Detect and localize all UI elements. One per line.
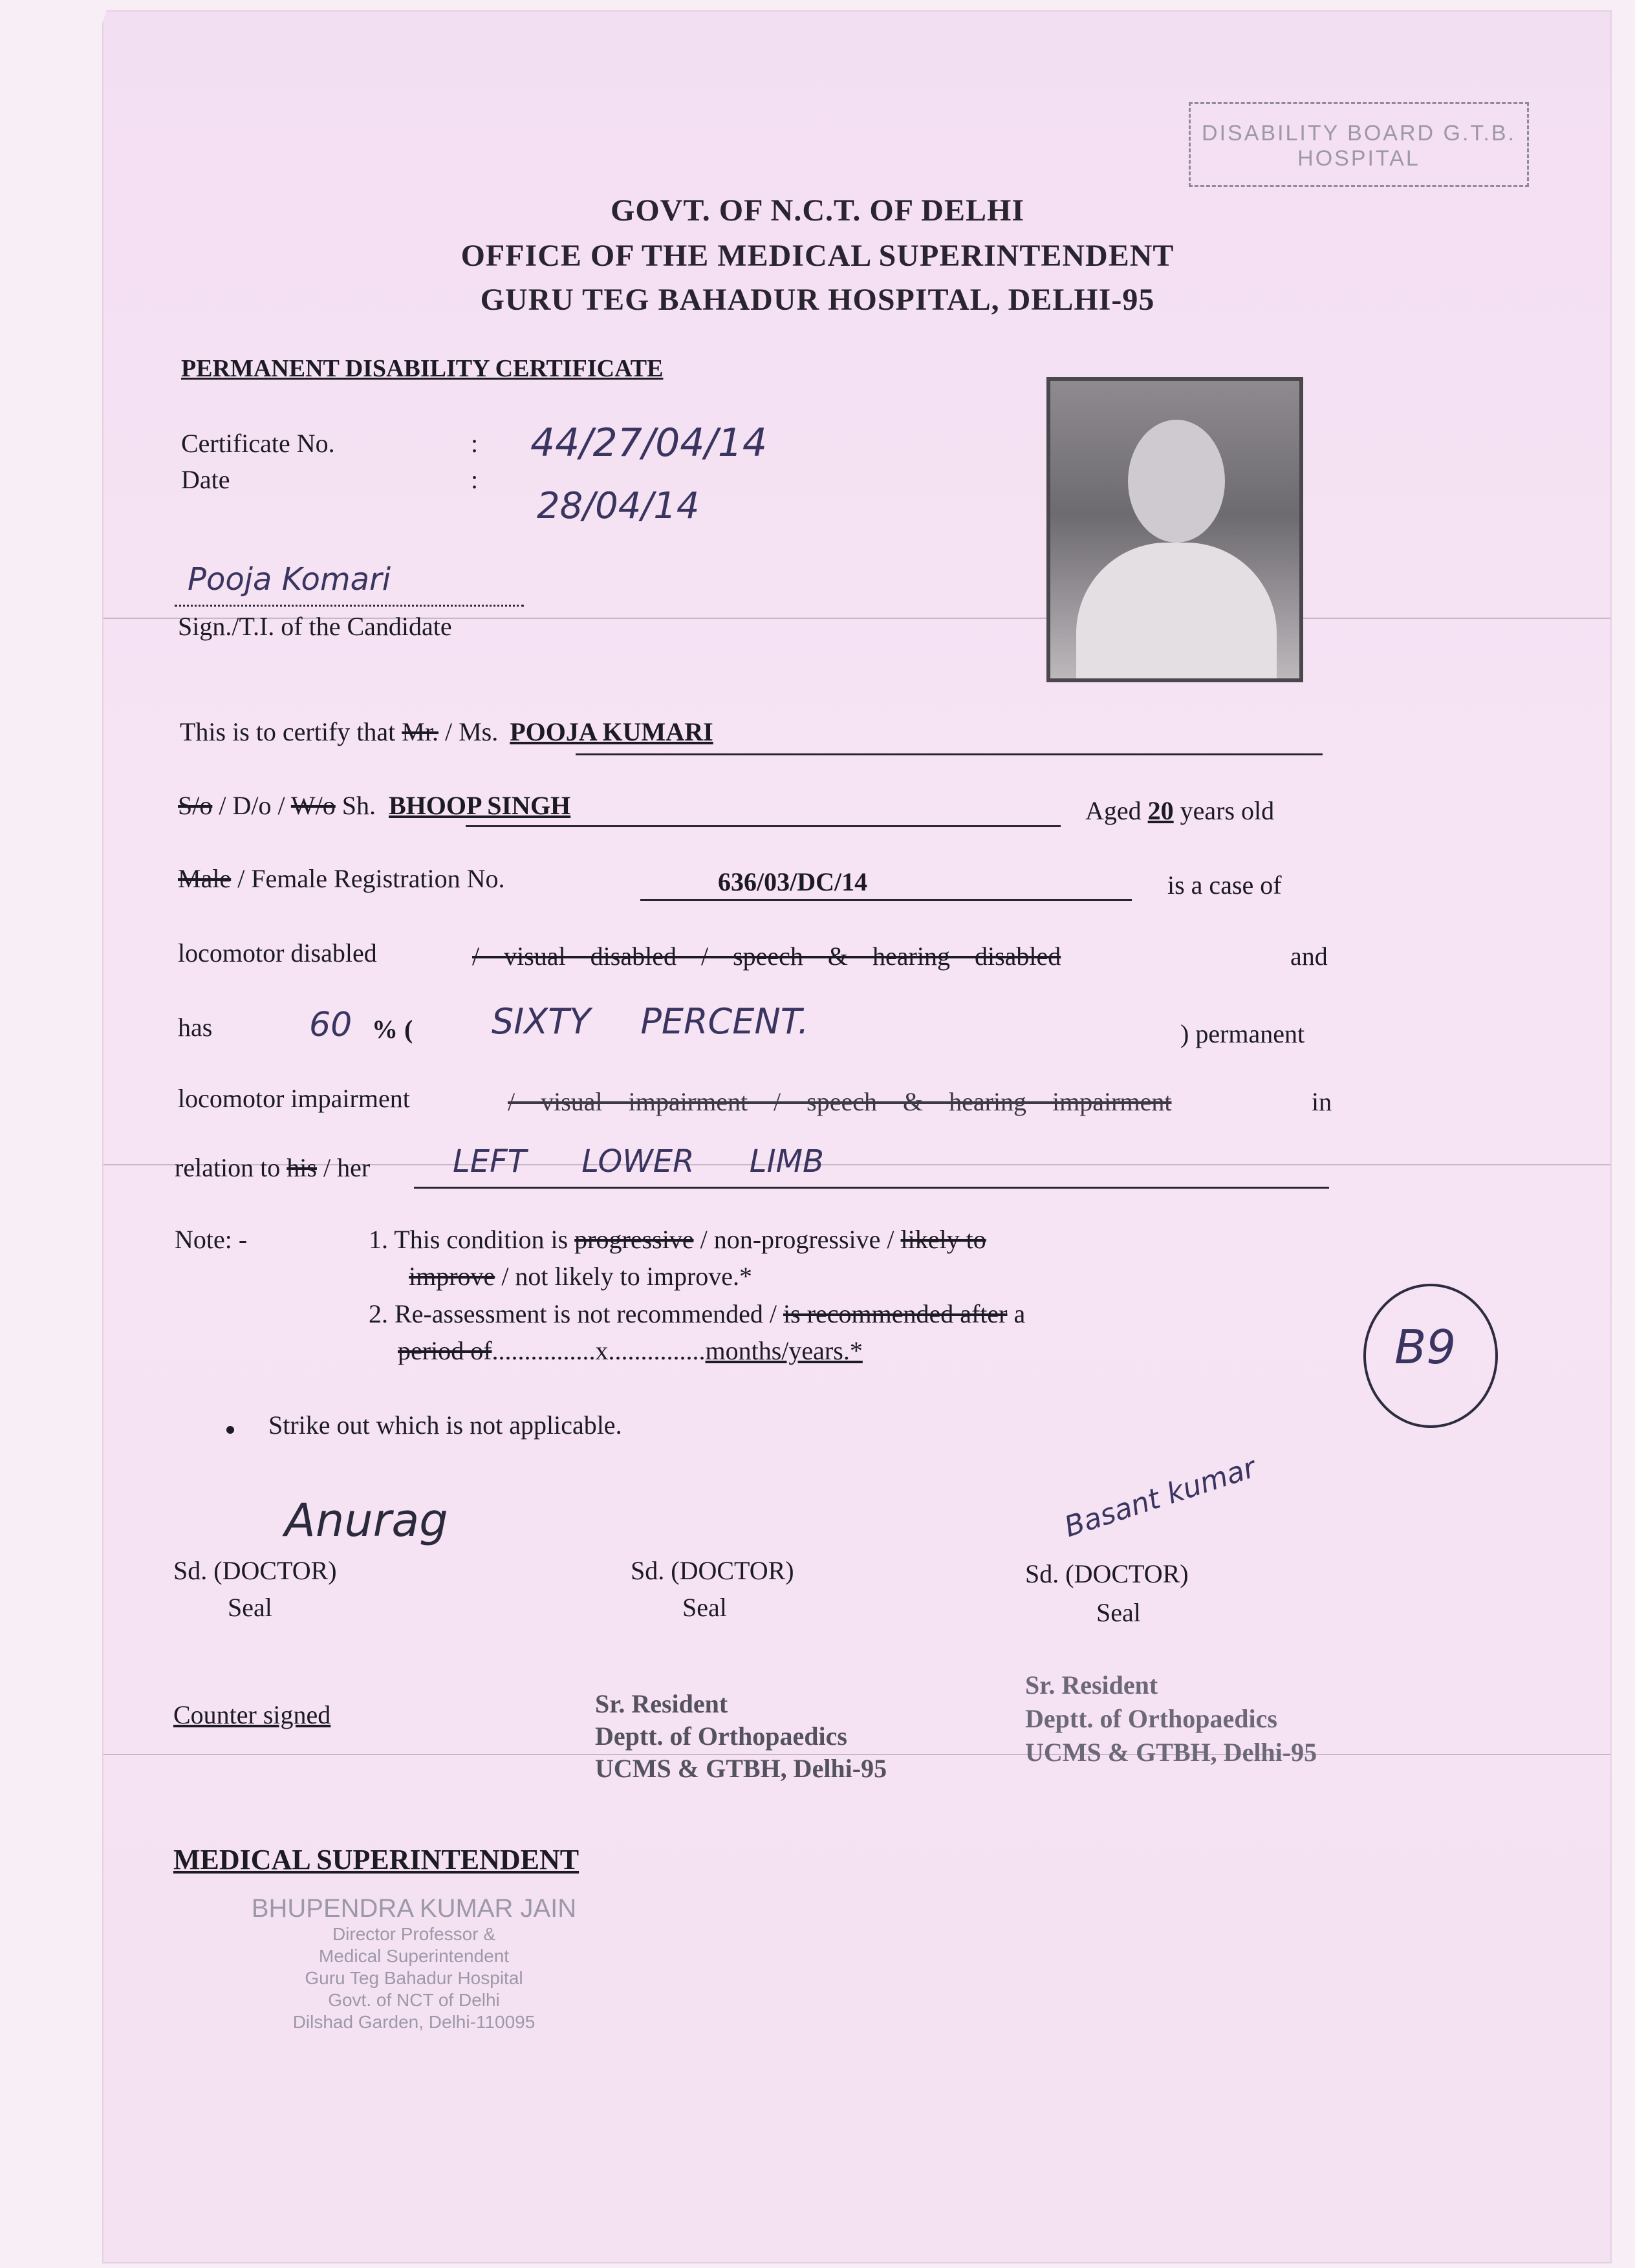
certificate-title: PERMANENT DISABILITY CERTIFICATE [181,355,664,382]
relation-line [178,790,570,821]
superintendent-seal [194,1894,634,2033]
percent-words: SIXTY PERCENT. [492,1001,809,1042]
header-office: OFFICE OF THE MEDICAL SUPERINTENDENT [460,239,1175,273]
slash: / [444,717,453,746]
his-struck: his [287,1153,317,1182]
name-underline [576,753,1323,755]
seal-name: BHUPENDRA KUMAR JAIN [251,1894,577,1923]
colon: : [471,465,479,494]
percent-value: 60 [309,1006,352,1044]
doctor2-label: Sd. (DOCTOR) [631,1556,794,1585]
resident-stamp-middle [595,1688,887,1785]
her: / her [323,1153,371,1182]
seal3-label: Seal [1096,1598,1141,1627]
seal2-label: Seal [682,1593,727,1622]
note-item2 [369,1299,1025,1329]
seal-line: Guru Teg Bahadur Hospital [305,1968,523,1988]
period-struck: period of [398,1336,492,1365]
certify-prefix: This is to certify that [180,717,396,746]
months-years: months/years.* [705,1336,863,1365]
years-old: years old [1180,796,1275,825]
note-item1 [369,1224,986,1255]
resident-stamp-line: Sr. Resident [1025,1670,1158,1700]
circled-mark-text: B9 [1394,1320,1456,1374]
counter-signed-label: Counter signed [173,1700,331,1729]
father-underline [466,825,1061,827]
certificate-no-value: 44/27/04/14 [530,420,768,466]
struck-disabilities: / visual disabled / speech & hearing disabled [472,942,1061,971]
has: has [178,1013,213,1042]
stamp-text: DISABILITY BOARD G.T.B. HOSPITAL [1202,121,1516,171]
recommended-struck: is recommended after [783,1299,1008,1328]
bullet-icon [226,1426,234,1434]
permanent: ) permanent [1180,1019,1305,1048]
locomotor-disabled: locomotor disabled [178,938,377,967]
wo-struck: W/o [290,791,336,820]
note-item2-text: a [1013,1299,1026,1328]
aged-label: Aged [1085,796,1142,825]
ms: Ms. [459,717,499,746]
locomotor-impairment: locomotor impairment [178,1084,410,1113]
do: / D/o / [219,791,285,820]
relation-value: LEFT LOWER LIMB [453,1143,824,1180]
seal1-label: Seal [228,1593,272,1622]
header-hospital: GURU TEG BAHADUR HOSPITAL, DELHI-95 [480,283,1155,317]
circled-mark [1363,1284,1498,1428]
and: and [1290,942,1328,971]
certify-line [180,717,713,747]
certificate-no-label: Certificate No. [181,429,335,458]
registration-underline [640,899,1132,901]
mr-struck: Mr. [402,717,439,746]
seal-line: Govt. of NCT of Delhi [328,1990,500,2010]
progressive-struck: progressive [574,1225,694,1254]
relation-to [175,1152,370,1183]
struck-impairments: / visual impairment / speech & hearing impairment [508,1087,1172,1116]
medical-superintendent: MEDICAL SUPERINTENDENT [173,1844,579,1875]
resident-stamp-line: Deptt. of Orthopaedics [1025,1704,1277,1733]
doctor1-signature: Anurag [285,1494,448,1547]
disability-board-stamp [1189,102,1529,187]
likely-struck: likely to [900,1225,986,1254]
note-item2-cont [398,1335,863,1366]
doctor3-label: Sd. (DOCTOR) [1025,1559,1189,1588]
colon: : [471,429,479,458]
gender-line [178,863,504,894]
dots: ................x............... [492,1336,706,1365]
relation-underline [414,1187,1329,1189]
seal-line: Dilshad Garden, Delhi-110095 [292,2012,536,2032]
candidate-signature: Pooja Komari [188,561,391,598]
relation-prefix: relation to [175,1153,281,1182]
candidate-name: POOJA KUMARI [510,717,713,746]
so-struck: S/o [178,791,213,820]
percent-open: % ( [372,1015,413,1044]
resident-stamp-line: Deptt. of Orthopaedics [595,1722,847,1751]
candidate-photo [1046,377,1303,682]
doctor1-label: Sd. (DOCTOR) [173,1556,337,1585]
strike-note: Strike out which is not applicable. [268,1410,622,1440]
age-value: 20 [1147,796,1174,825]
resident-stamp-line: UCMS & GTBH, Delhi-95 [1025,1738,1317,1767]
photo-body [1076,543,1277,678]
sh: Sh. [341,791,376,820]
note-item1-text: / not likely to improve.* [501,1262,753,1291]
photo-face [1128,420,1225,543]
doctor3-signature: Basant kumar [1060,1451,1260,1544]
seal-line: Medical Superintendent [318,1946,510,1966]
header-govt: GOVT. OF N.C.T. OF DELHI [610,193,1025,228]
registration-no: 636/03/DC/14 [718,867,868,896]
improve-struck: improve [409,1262,495,1291]
note-item1-cont [409,1261,752,1291]
resident-stamp-right [1025,1669,1317,1769]
age-line [1085,795,1274,826]
male-struck: Male [178,864,232,893]
female-registration: / Female Registration No. [237,864,505,893]
resident-stamp-line: UCMS & GTBH, Delhi-95 [595,1754,887,1783]
note-label: Note: - [175,1225,248,1254]
note-item1-text: / non-progressive / [700,1225,894,1254]
date-value: 28/04/14 [537,485,700,527]
resident-stamp-line: Sr. Resident [595,1689,728,1718]
signature-line [175,605,524,607]
in: in [1312,1087,1332,1116]
father-name: BHOOP SINGH [389,791,571,820]
seal-line: Director Professor & [332,1924,496,1944]
date-label: Date [181,465,230,494]
note-item1-text: 1. This condition is [369,1225,568,1254]
note-item2-text: 2. Re-assessment is not recommended / [369,1299,777,1328]
sign-label: Sign./T.I. of the Candidate [178,612,452,641]
is-case-of: is a case of [1167,870,1282,900]
